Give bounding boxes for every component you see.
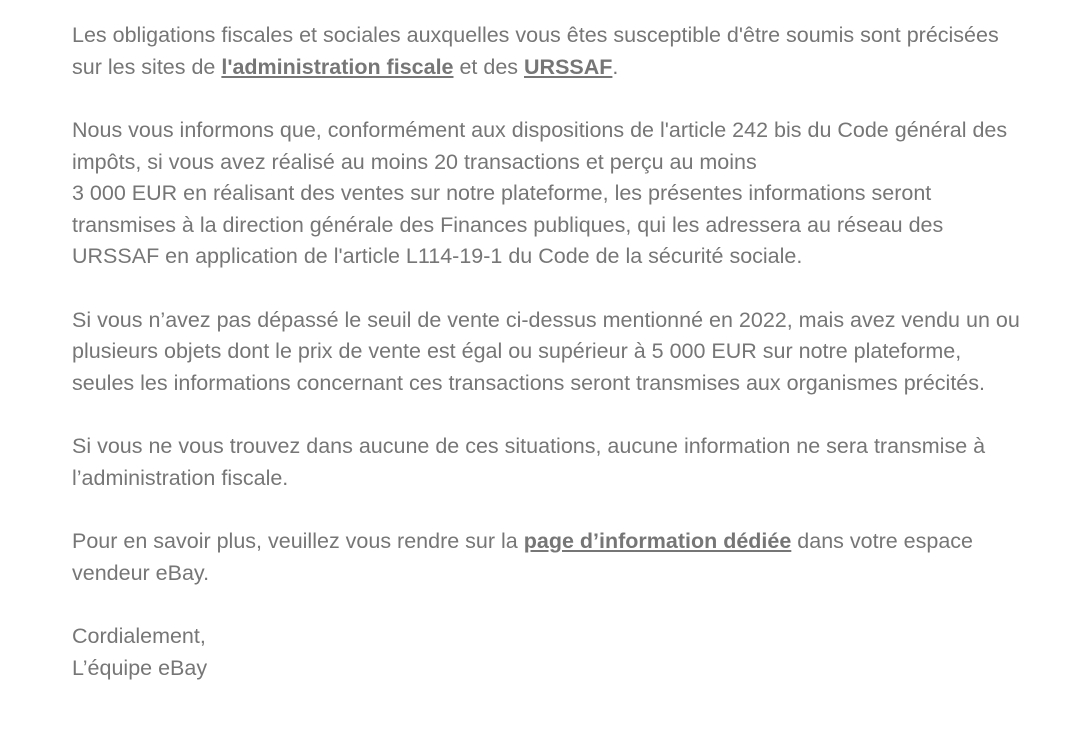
signature: L’équipe eBay (72, 655, 208, 680)
paragraph-text: 3 000 EUR en réalisant des ventes sur notre plateforme, les présentes informations seront transmises à la direction générale des Finances publiques, qui les adressera au réseau des URSSAF en application de l'article L114-19-1 du Code de la sécurité sociale. (72, 181, 944, 268)
paragraph-text: Pour en savoir plus, veuillez vous rendre sur la (72, 529, 524, 553)
no-reporting-paragraph: Si vous ne vous trouvez dans aucune de ces situations, aucune information ne sera transmise à l’administration fiscale. (72, 434, 986, 490)
dedicated-info-page-link[interactable]: page d’information dédiée (523, 529, 792, 553)
paragraph-text: Les obligations fiscales et sociales auxquelles vous êtes susceptible d'être soumis sont précisées sur les sites de (72, 23, 999, 79)
paragraph-text: . (612, 54, 619, 79)
more-info-paragraph (72, 526, 1022, 589)
paragraph-text: et des (453, 54, 525, 79)
paragraph-text: Nous vous informons que, conformément aux dispositions de l'article 242 bis du Code général des impôts, si vous avez réalisé au moins 20 transactions et perçu au moins (72, 118, 1008, 174)
reporting-threshold-paragraph (72, 115, 1022, 273)
urssaf-link[interactable]: URSSAF (524, 54, 613, 79)
tax-administration-link[interactable]: l'administration fiscale (221, 54, 454, 79)
paragraph-text: dans votre espace vendeur eBay. (72, 529, 973, 585)
greeting: Cordialement, (72, 624, 206, 648)
tax-obligations-paragraph (72, 20, 1022, 83)
high-value-sales-paragraph: Si vous n’avez pas dépassé le seuil de vente ci-dessus mentionné en 2022, mais avez vendu un ou plusieurs objets dont le prix de vente est égal ou supérieur à 5 000 EUR sur notre plateforme, seules les informations concernant ces transactions seront transmises aux organismes précités. (72, 307, 1020, 395)
closing (72, 621, 1022, 684)
email-body (72, 20, 1022, 684)
